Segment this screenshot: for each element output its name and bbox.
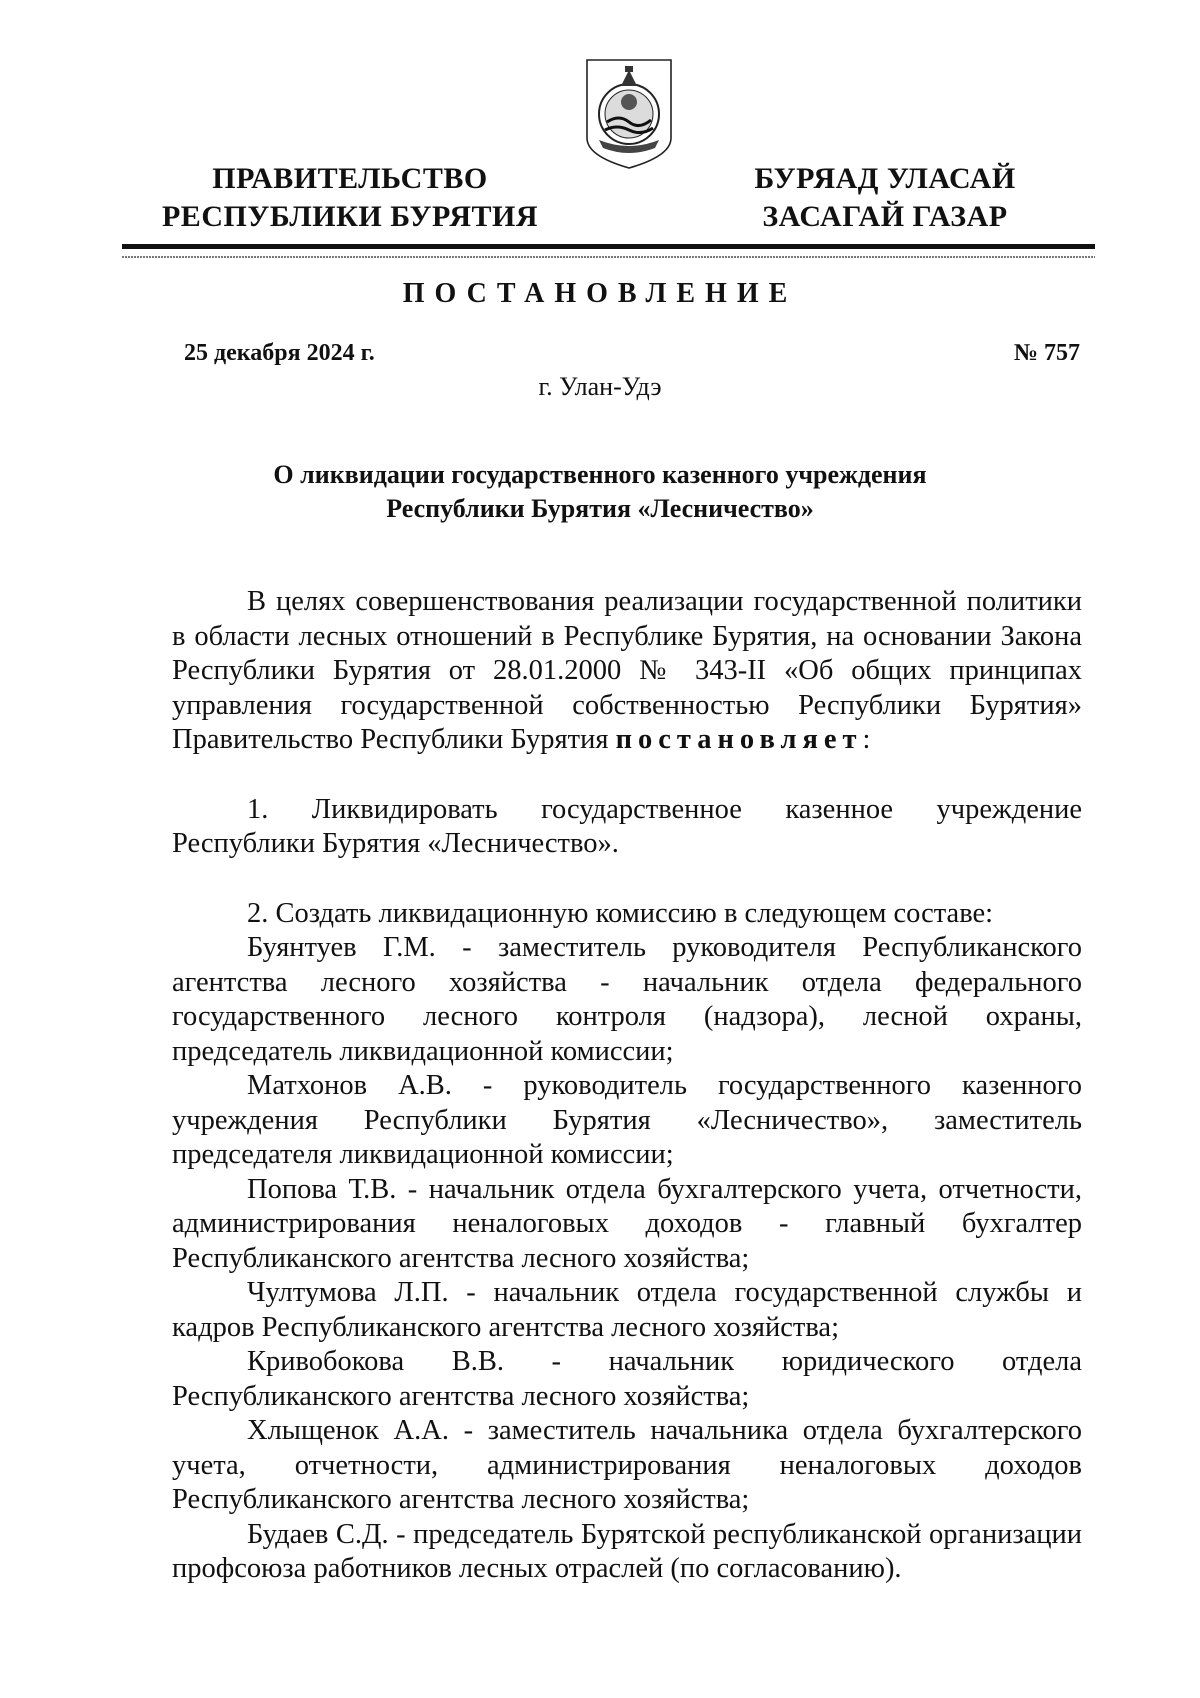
document-title [150,458,1050,526]
commission-member: Буянтуев Г.М. - заместитель руководителя Республиканского агентства лесного хозяйства - начальник отдела федерального государственного лесного контроля (надзора), лесной охраны, председатель ликвидационной комиссии; [172,932,1082,1067]
decree-word: постановляет [615,724,863,755]
government-name-buryat [735,160,1035,236]
commission-member: Будаев С.Д. - председатель Бурятской республиканской организации профсоюза работников лесных отраслей (по согласованию). [172,1518,1082,1584]
gov-name-line: БУРЯАД УЛАСАЙ [754,162,1016,195]
commission-member: Матхонов А.В. - руководитель государственного казенного учреждения Республики Бурятия «Лесничество», заместитель председателя ликвидационной комиссии; [172,1070,1082,1170]
gov-name-line: ПРАВИТЕЛЬСТВО [212,162,488,195]
preamble-text: В целях совершенствования реализации государственной политики в области лесных отношений в Республике Бурятия, на основании Закона Республики Бурятия от 28.01.2000 № 343-II «Об общих принципах управления государственной собственностью Республики Бурятия» Правительство Республики Бурятия [172,586,1082,755]
preamble-paragraph [172,585,1082,758]
title-line: Республики Бурятия «Лесничество» [386,494,814,523]
government-name-russian [150,160,550,236]
document-number: № 757 [1013,340,1080,366]
header-divider-thin [122,256,1095,258]
commission-member: Попова Т.В. - начальник отдела бухгалтерского учета, отчетности, администрирования неналоговых доходов - главный бухгалтер Республиканского агентства лесного хозяйства; [172,1173,1082,1274]
coat-of-arms-icon [581,56,677,172]
document-city: г. Улан-Удэ [538,372,662,401]
gov-name-line: ЗАСАГАЙ ГАЗАР [762,200,1008,233]
commission-member: Хлыщенок А.А. - заместитель начальника отдела бухгалтерского учета, отчетности, администрирования неналоговых доходов Республиканского агентства лесного хозяйства; [172,1415,1082,1515]
document-type: ПОСТАНОВЛЕНИЕ [402,278,798,309]
document-body [172,585,1082,1587]
header-divider-thick [122,244,1095,249]
gov-name-line: РЕСПУБЛИКИ БУРЯТИЯ [161,200,539,233]
commission-member: Кривобокова В.В. - начальник юридического отдела Республиканского агентства лесного хозяйства; [172,1346,1082,1412]
item-2: 2. Создать ликвидационную комиссию в следующем составе: [247,897,994,929]
document-date: 25 декабря 2024 г. [184,340,375,366]
decree-colon: : [862,724,871,755]
item-1: 1. Ликвидировать государственное казенное учреждение Республики Бурятия «Лесничество». [172,793,1082,859]
commission-member: Чултумова Л.П. - начальник отдела государственной службы и кадров Республиканского агентства лесного хозяйства; [172,1277,1082,1343]
title-line: О ликвидации государственного казенного учреждения [273,460,927,489]
